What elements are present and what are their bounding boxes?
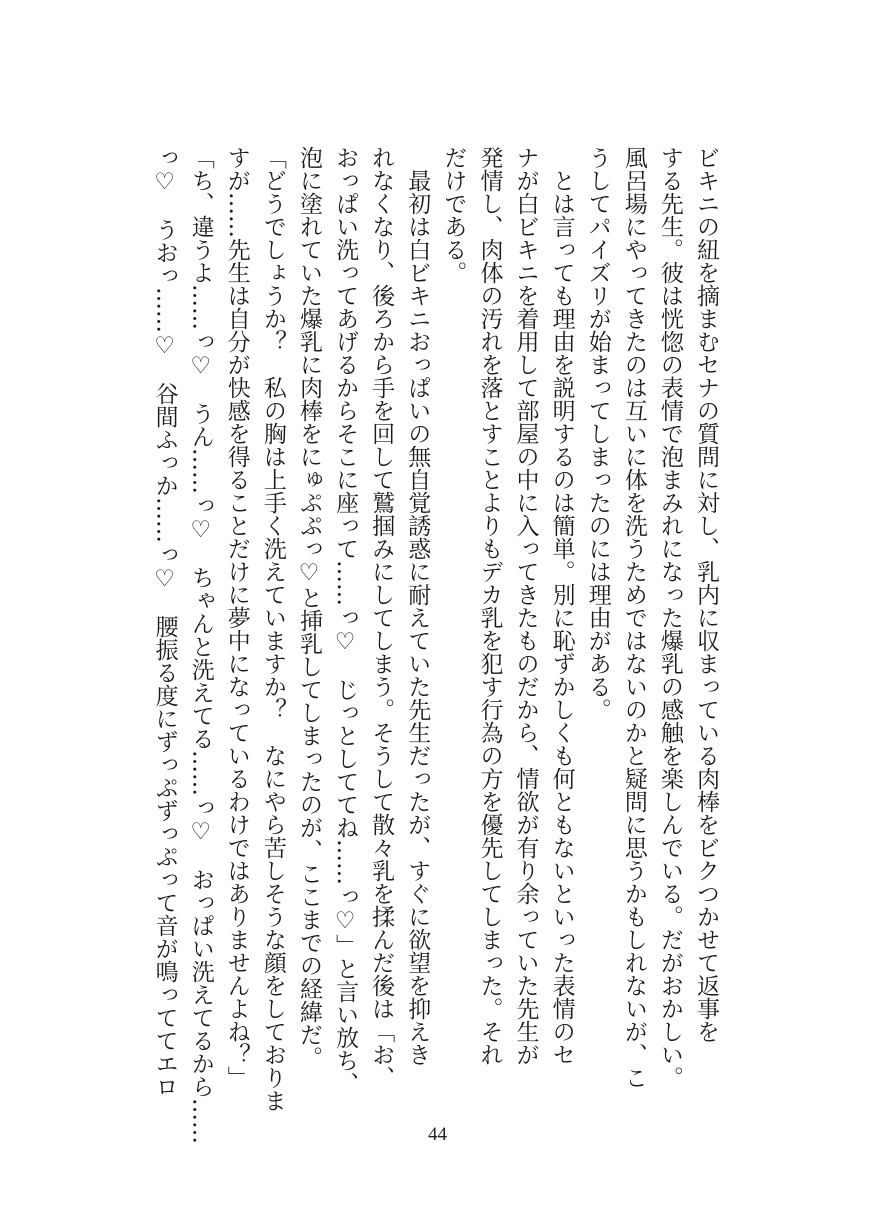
text-line: する先生。彼は恍惚の表情で泡まみれになった爆乳の感触を楽しんでいる。だがおかしい。 [656, 146, 683, 1089]
text-line: 最初は白ビキニおっぱいの無自覚誘惑に耐えていた先生だったが、すぐに欲望を抑えき [404, 146, 431, 1066]
text-line: っ♡ うおっ……♡ 谷間ふっか……っ♡ 腰振る度にずっぷずっぷって音が鳴っててエロ [151, 146, 178, 1098]
text-line: 「ち、違うよ……っ♡ うん……っ♡ ちゃんと洗えてる……っ♡ おっぱい洗えてるから…… [187, 146, 214, 1144]
text-line: れなくなり、後ろから手を回して鷲掴みにしてしまう。そうして散々乳を揉んだ後は「お、 [368, 146, 395, 1089]
text-line: 発情し、肉体の汚れを落とすことよりもデカ乳を犯す行為の方を優先してしまった。それ [476, 146, 503, 1066]
text-line: だけである。 [440, 146, 467, 284]
page-number: 44 [428, 1124, 447, 1145]
text-line: すが……先生は自分が快感を得ることだけに夢中になっているわけではありませんよね？」 [223, 146, 250, 1089]
text-line: ビキニの紐を摘まむセナの質問に対し、乳内に収まっている肉棒をビクつかせて返事を [693, 146, 719, 1043]
text-line: うしてパイズリが始まってしまったのには理由がある。 [584, 146, 611, 721]
text-line: ナが白ビキニを着用して部屋の中に入ってきたものだから、情欲が有り余っていた先生が [512, 146, 539, 1066]
text-line: 風呂場にやってきたのは互いに体を洗うためではないのかと疑問に思うかもしれないが、こ [620, 146, 647, 1089]
text-line: とは言っても理由を説明するのは簡単。別に恥ずかしくも何ともないといった表情のセ [548, 146, 575, 1066]
text-line: おっぱい洗ってあげるからそこに座って……っ♡ じっとしててね……っ♡」と言い放ち、 [332, 146, 359, 1095]
text-line: 泡に塗れていた爆乳に肉棒をにゅぷぷっ♡と挿乳してしまったのが、ここまでの経緯だ。 [295, 146, 322, 1069]
text-line: 「どうでしょうか？ 私の胸は上手く洗えていますか？ なにやら苦しそうな顔をしておりま [259, 146, 286, 1112]
